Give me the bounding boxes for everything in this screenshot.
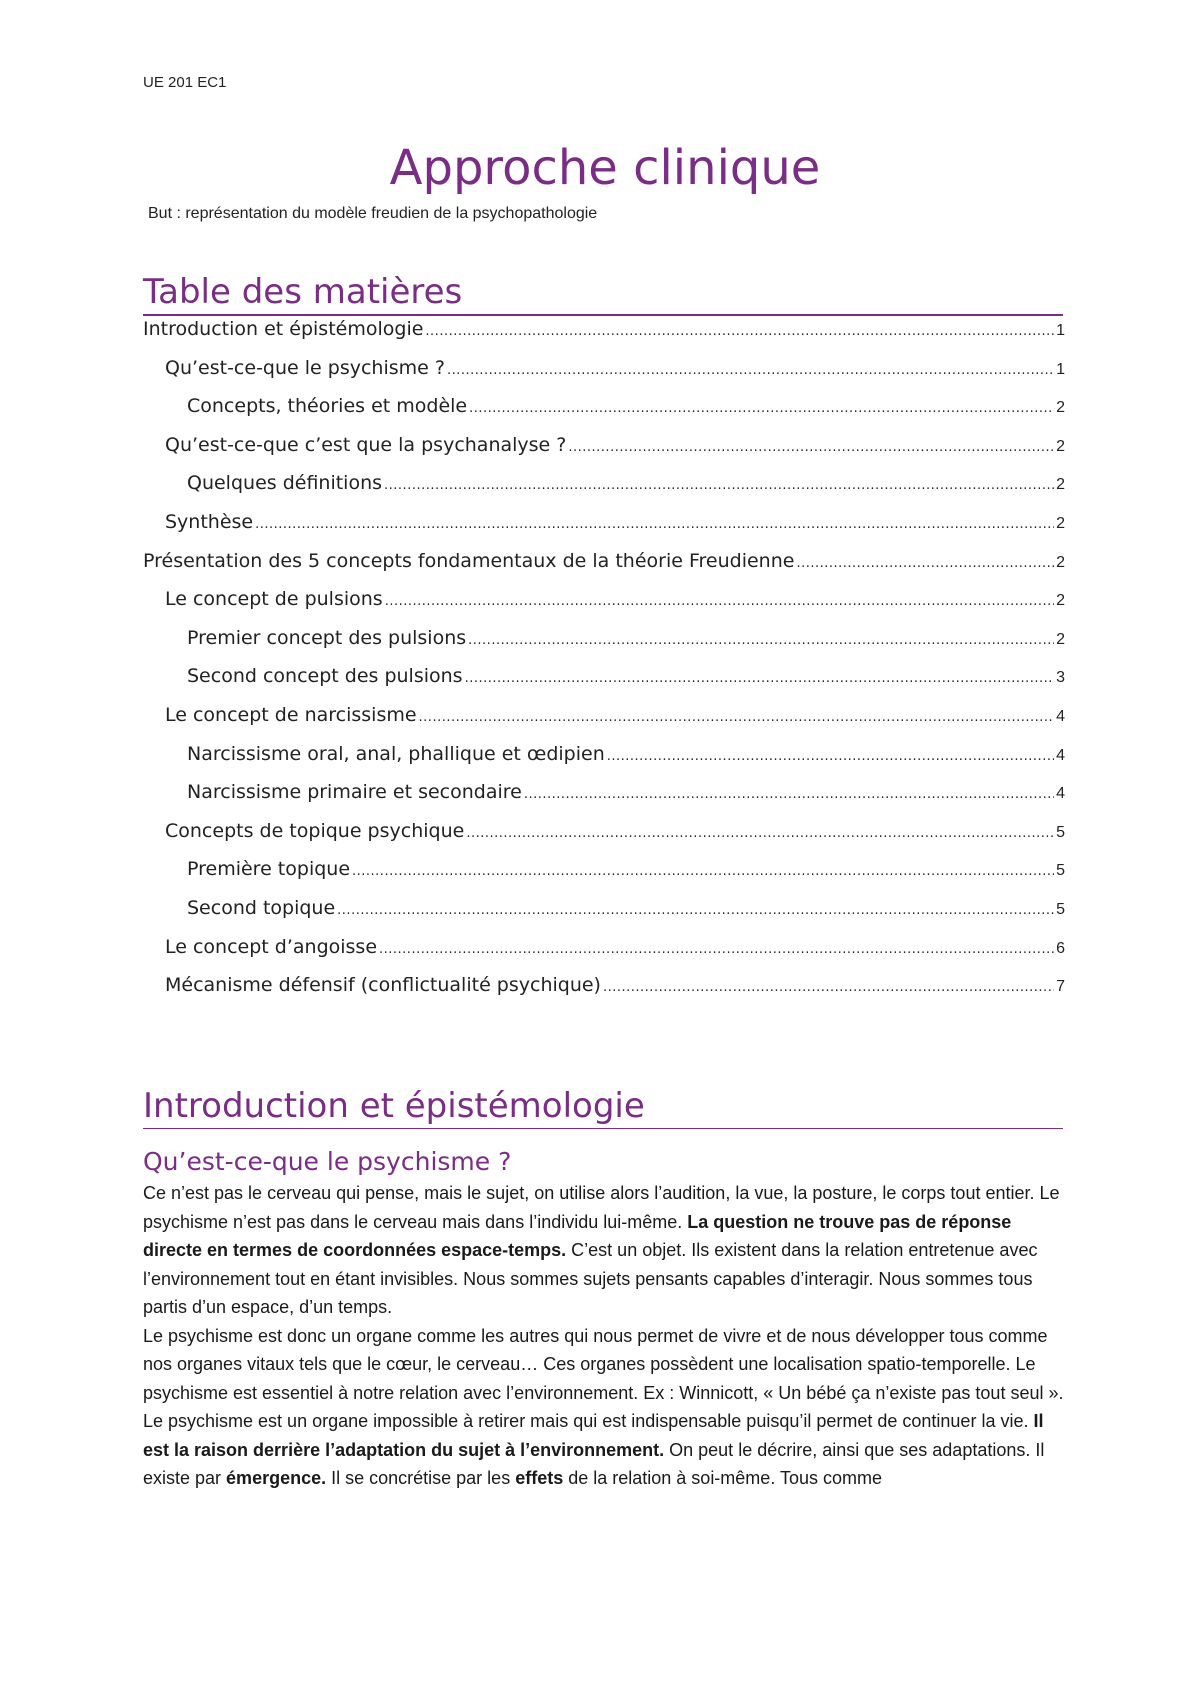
toc-entry[interactable]: [143, 588, 1065, 627]
toc-entry[interactable]: [143, 357, 1065, 396]
section-subheading: Qu’est-ce-que le psychisme ?: [143, 1147, 512, 1176]
toc-entry[interactable]: [143, 665, 1065, 704]
table-of-contents: [143, 318, 1065, 1013]
paragraph: [143, 1407, 1073, 1493]
toc-page-number: 4: [1056, 785, 1065, 803]
toc-leader-dots: [568, 440, 1054, 455]
toc-leader-dots: [352, 864, 1054, 879]
text-run: On peut le décrire, ainsi que ses adaptations. Il existe par: [143, 1439, 1045, 1488]
bold-text: émergence.: [226, 1468, 327, 1488]
toc-page-number: 2: [1056, 592, 1065, 610]
toc-entry-title: Mécanisme défensif (conflictualité psychique): [165, 974, 601, 997]
toc-entry-title: Premier concept des pulsions: [187, 626, 467, 649]
toc-leader-dots: [524, 787, 1054, 802]
page-header: UE 201 EC1: [143, 74, 227, 91]
paragraph: [143, 1179, 1073, 1322]
toc-leader-dots: [337, 903, 1054, 918]
toc-entry-title: Narcissisme oral, anal, phallique et œdipien: [187, 742, 605, 765]
paragraph: [143, 1322, 1073, 1408]
text-run: de la relation à soi-même. Tous comme: [563, 1468, 883, 1488]
text-run: Le psychisme est un organe impossible à retirer mais qui est indispensable puisqu’il permet de continuer la vie.: [143, 1411, 1034, 1431]
toc-entry-title: Concepts, théories et modèle: [187, 395, 468, 418]
toc-leader-dots: [796, 556, 1054, 571]
toc-leader-dots: [465, 671, 1055, 686]
toc-leader-dots: [466, 826, 1054, 841]
document-subtitle: But : représentation du modèle freudien de la psychopathologie: [148, 205, 598, 222]
toc-leader-dots: [384, 478, 1054, 493]
toc-page-number: 7: [1056, 978, 1065, 996]
toc-entry-title: Le concept de narcissisme: [165, 703, 417, 726]
toc-entry[interactable]: [143, 820, 1065, 859]
toc-page-number: 3: [1056, 669, 1065, 687]
toc-entry-title: Concepts de topique psychique: [165, 819, 465, 842]
toc-entry[interactable]: [143, 318, 1065, 357]
toc-entry[interactable]: [143, 743, 1065, 782]
toc-entry-title: Narcissisme primaire et secondaire: [187, 781, 522, 804]
toc-leader-dots: [419, 710, 1055, 725]
toc-leader-dots: [468, 633, 1054, 648]
toc-page-number: 2: [1056, 437, 1065, 455]
toc-heading: Table des matières: [143, 273, 1063, 316]
toc-entry[interactable]: [143, 434, 1065, 473]
toc-leader-dots: [607, 749, 1054, 764]
toc-leader-dots: [255, 517, 1054, 532]
section-body: [143, 1179, 1073, 1493]
toc-entry[interactable]: [143, 511, 1065, 550]
toc-entry[interactable]: [143, 974, 1065, 1013]
toc-entry[interactable]: [143, 897, 1065, 936]
toc-entry[interactable]: [143, 858, 1065, 897]
toc-page-number: 2: [1056, 476, 1065, 494]
toc-entry[interactable]: [143, 781, 1065, 820]
toc-page-number: 6: [1056, 939, 1065, 957]
toc-page-number: 5: [1056, 862, 1065, 880]
text-run: Le psychisme est donc un organe comme les autres qui nous permet de vivre et de nous développer tous comme nos organes vitaux tels que le cœur, le cerveau… Ces organes possèdent une localisation spatio-temporelle. Le psychisme est essentiel à notre relation avec l’environnement. Ex : Winnicott, « Un bébé ça n’existe pas tout seul ».: [143, 1325, 1064, 1403]
toc-page-number: 5: [1056, 823, 1065, 841]
toc-entry-title: Présentation des 5 concepts fondamentaux de la théorie Freudienne: [143, 549, 795, 572]
bold-text: Il est la raison derrière l’adaptation du sujet à l’environnement.: [143, 1411, 1044, 1460]
toc-entry[interactable]: [143, 472, 1065, 511]
toc-page-number: 5: [1056, 900, 1065, 918]
text-run: Ce n’est pas le cerveau qui pense, mais le sujet, on utilise alors l’audition, la vue, la posture, le corps tout entier. Le psychisme n’est pas dans le cerveau mais dans l’individu lui-même.: [143, 1183, 1060, 1232]
toc-leader-dots: [447, 363, 1054, 378]
toc-leader-dots: [469, 401, 1054, 416]
toc-entry[interactable]: [143, 627, 1065, 666]
toc-entry[interactable]: [143, 395, 1065, 434]
text-run: C’est un objet. Ils existent dans la relation entretenue avec l’environnement tout en étant invisibles. Nous sommes sujets pensants capables d’interagir. Nous sommes tous partis d’un espace, d’un temps.: [143, 1240, 1038, 1317]
toc-entry-title: Qu’est-ce-que le psychisme ?: [165, 356, 445, 379]
toc-leader-dots: [425, 324, 1054, 339]
toc-page-number: 4: [1056, 746, 1065, 764]
toc-page-number: 2: [1056, 399, 1065, 417]
toc-entry-title: Le concept de pulsions: [165, 588, 383, 611]
toc-entry-title: Le concept d’angoisse: [165, 935, 378, 958]
toc-leader-dots: [379, 942, 1054, 957]
toc-leader-dots: [385, 594, 1054, 609]
toc-entry[interactable]: [143, 550, 1065, 589]
toc-entry-title: Introduction et épistémologie: [143, 318, 424, 340]
toc-page-number: 1: [1056, 322, 1065, 339]
toc-entry-title: Synthèse: [165, 510, 254, 533]
toc-entry-title: Qu’est-ce-que c’est que la psychanalyse ?: [165, 433, 567, 456]
toc-entry[interactable]: [143, 936, 1065, 975]
toc-page-number: 2: [1056, 630, 1065, 648]
toc-entry-title: Première topique: [187, 858, 351, 881]
toc-entry-title: Quelques définitions: [187, 472, 383, 495]
toc-page-number: 2: [1056, 514, 1065, 532]
toc-entry-title: Second concept des pulsions: [187, 665, 463, 688]
bold-text: La question ne trouve pas de réponse directe en termes de coordonnées espace-temps.: [143, 1211, 1012, 1260]
toc-page-number: 2: [1056, 553, 1065, 571]
toc-leader-dots: [603, 980, 1054, 995]
document-title: Approche clinique: [389, 140, 821, 196]
toc-page-number: 1: [1056, 360, 1065, 378]
text-run: Il se concrétise par les: [326, 1468, 516, 1488]
toc-entry[interactable]: [143, 704, 1065, 743]
section-heading: Introduction et épistémologie: [143, 1087, 1063, 1129]
bold-text: effets: [515, 1468, 564, 1488]
toc-page-number: 4: [1056, 707, 1065, 725]
toc-entry-title: Second topique: [187, 896, 336, 919]
